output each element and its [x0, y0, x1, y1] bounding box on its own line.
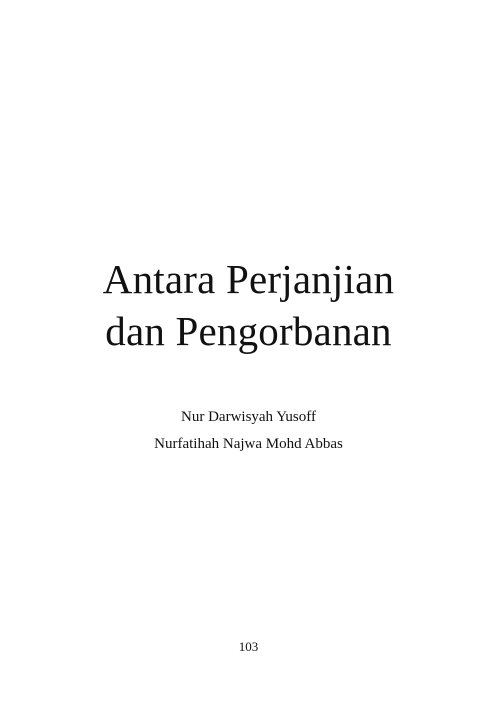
chapter-title-line-1: Antara Perjanjian — [102, 256, 395, 302]
page-number: 103 — [238, 639, 259, 654]
author-name: Nurfatihah Najwa Mohd Abbas — [154, 436, 343, 452]
chapter-title — [0, 253, 497, 357]
chapter-title-line-2: dan Pengorbanan — [105, 308, 392, 354]
author-name: Nur Darwisyah Yusoff — [181, 409, 316, 425]
author-list — [0, 404, 497, 458]
